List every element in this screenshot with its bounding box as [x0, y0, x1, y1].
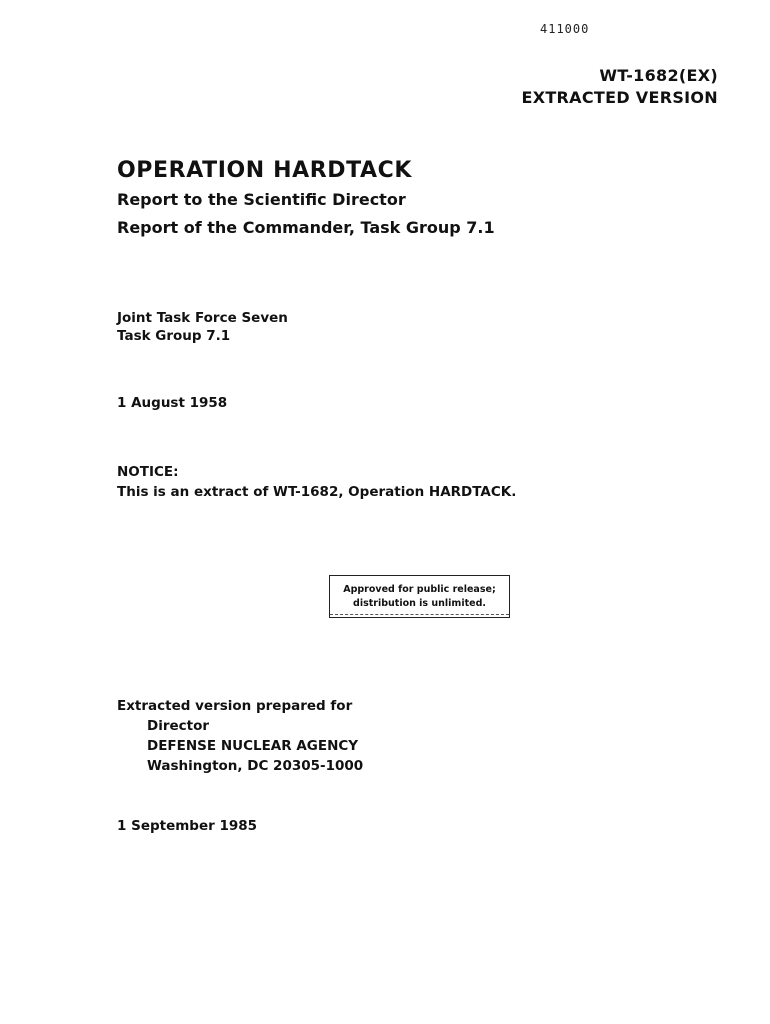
version-label: EXTRACTED VERSION — [521, 88, 718, 107]
report-date: 1 August 1958 — [117, 395, 228, 411]
extract-date: 1 September 1985 — [117, 818, 258, 834]
document-title: OPERATION HARDTACK — [117, 158, 413, 183]
organization-line-1: Joint Task Force Seven — [117, 310, 288, 326]
notice-text: This is an extract of WT-1682, Operation HARDTACK. — [117, 484, 517, 500]
release-stamp-line-1: Approved for public release; — [343, 583, 496, 595]
prepared-for-label: Extracted version prepared for — [117, 698, 353, 714]
report-id: WT-1682(EX) — [599, 66, 718, 85]
recipient-line-3: Washington, DC 20305-1000 — [147, 758, 364, 774]
document-subtitle-commander: Report of the Commander, Task Group 7.1 — [117, 218, 495, 237]
release-stamp — [329, 575, 510, 618]
recipient-line-1: Director — [147, 718, 210, 734]
release-stamp-line-2: distribution is unlimited. — [353, 597, 486, 609]
notice-heading: NOTICE: — [117, 464, 179, 480]
document-number: 411000 — [540, 22, 590, 36]
recipient-line-2: DEFENSE NUCLEAR AGENCY — [147, 738, 359, 754]
document-subtitle-scientific-director: Report to the Scientific Director — [117, 190, 406, 209]
organization-line-2: Task Group 7.1 — [117, 328, 231, 344]
